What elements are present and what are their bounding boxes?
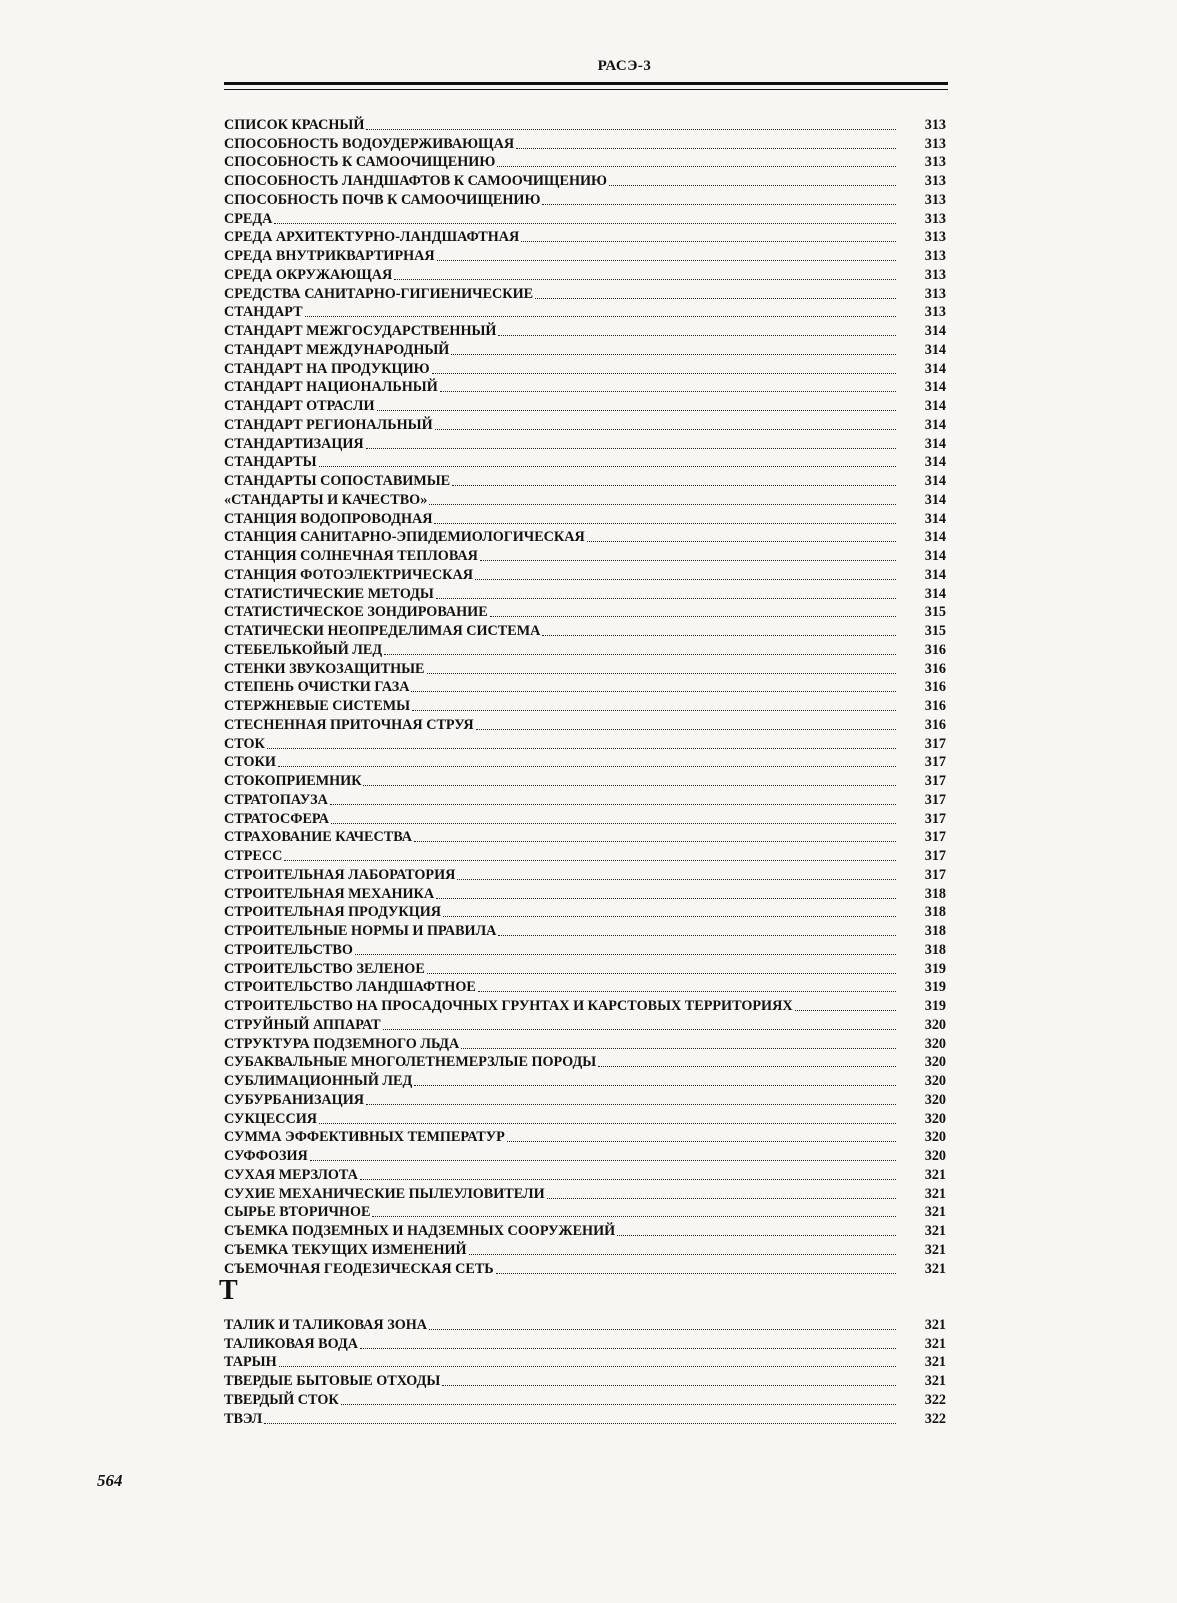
index-entry-term: СРЕДА ВНУТРИКВАРТИРНАЯ [224,248,435,264]
index-entry-page: 314 [924,473,946,489]
index-entry [224,1334,946,1353]
dot-leader [516,134,896,149]
index-entry [224,959,946,978]
index-entry [224,1090,946,1109]
index-entry-term: СТРАТОСФЕРА [224,810,330,827]
index-entry [224,734,946,753]
index-entry-page: 313 [924,248,946,264]
index-entry [224,1109,946,1128]
dot-leader [480,546,896,561]
index-entry-term: СТРАХОВАНИЕ КАЧЕСТВА [224,829,413,846]
index-entry-term: СТАНЦИЯ ВОДОПРОВОДНАЯ [224,510,433,527]
index-entry-page: 313 [924,210,946,227]
index-entry-term: СТЕСНЕННАЯ ПРИТОЧНАЯ СТРУЯ [224,716,474,733]
dot-leader [498,921,896,936]
index-entry-page: 316 [924,716,946,733]
index-entry-term: СТРОИТЕЛЬСТВО [224,941,353,958]
index-entry-term: СТЕПЕНЬ ОЧИСТКИ ГАЗА [224,679,410,696]
index-entry-page: 313 [924,304,946,321]
dot-leader [366,1090,896,1105]
index-entry-page: 314 [924,566,946,583]
index-entry-page: 313 [924,285,946,302]
index-entry-term: СТРОИТЕЛЬСТВО ЛАНДШАФТНОЕ [224,979,476,996]
dot-leader [429,490,896,505]
index-entry-term: СУБУРБАНИЗАЦИЯ [224,1091,364,1108]
index-entry-term: СУММА ЭФФЕКТИВНЫХ ТЕМПЕРАТУР [224,1129,505,1146]
index-entry-term: СТОКОПРИЕМНИК [224,773,362,789]
index-entry-term: СТАТИСТИЧЕСКИЕ МЕТОДЫ [224,585,434,602]
dot-leader [440,377,896,392]
dot-leader [411,677,896,692]
dot-leader [341,1390,896,1405]
index-entry-term: СТЕРЖНЕВЫЕ СИСТЕМЫ [224,698,411,714]
index-entry-page: 320 [924,1035,946,1052]
index-entry-page: 314 [924,435,946,452]
index-entry-page: 316 [924,679,946,696]
index-entry [224,340,946,359]
index-entry [224,490,946,509]
dot-leader [330,790,896,805]
index-entry-term: СТРОИТЕЛЬСТВО НА ПРОСАДОЧНЫХ ГРУНТАХ И КАРСТОВЫХ ТЕРРИТОРИЯХ [224,998,793,1014]
index-entry-term: СРЕДА ОКРУЖАЮЩАЯ [224,266,393,283]
dot-leader [497,152,896,167]
index-entry-page: 314 [924,548,946,564]
index-entry [224,1015,946,1034]
index-entry [224,528,946,547]
index-entry [224,865,946,884]
index-entry [224,153,946,172]
index-entry-term: СТАНДАРТ [224,304,303,321]
index-entry-page: 321 [924,1354,946,1371]
index-entry-page: 315 [924,623,946,639]
index-entry [224,453,946,472]
index-entry [224,790,946,809]
index-entry-page: 314 [924,416,946,433]
dot-leader [427,959,896,974]
page-number: 564 [97,1471,123,1490]
dot-leader [394,265,896,280]
index-entry [224,265,946,284]
index-entry [224,228,946,247]
index-entry [224,1409,946,1428]
dot-leader [331,809,896,824]
index-entry [224,753,946,772]
index-entry-term: СТАНДАРТ НАЦИОНАЛЬНЫЙ [224,379,438,396]
index-entry-page: 314 [924,379,946,396]
index-entry-term: ТАЛИК И ТАЛИКОВАЯ ЗОНА [224,1316,428,1333]
dot-leader [490,602,896,617]
index-entry-page: 317 [924,791,946,808]
index-entry-term: СПОСОБНОСТЬ ПОЧВ К САМООЧИЩЕНИЮ [224,191,541,208]
index-entry-page: 315 [924,604,946,621]
index-entry-term: ТАЛИКОВАЯ ВОДА [224,1335,358,1352]
index-entry [224,396,946,415]
index-entry-page: 321 [924,1241,946,1258]
dot-leader [475,565,896,580]
index-entry-page: 317 [924,754,946,771]
index-entry [224,359,946,378]
index-entry-term: СТАНДАРТ МЕЖГОСУДАРСТВЕННЫЙ [224,323,497,339]
index-entry-page: 317 [924,866,946,883]
index-entry-page: 321 [924,1335,946,1352]
index-entry-term: СТАНЦИЯ ФОТОЭЛЕКТРИЧЕСКАЯ [224,566,473,583]
dot-leader [372,1202,896,1217]
dot-leader [429,1315,896,1330]
dot-leader [547,1184,896,1199]
index-entry [224,696,946,715]
dot-leader [310,1146,896,1161]
index-entry [224,434,946,453]
index-entry-term: ТВЭЛ [224,1410,263,1427]
index-entry-term: ТВЕРДЫЙ СТОК [224,1391,339,1408]
index-entry-page: 320 [924,1091,946,1108]
dot-leader [436,884,896,899]
index-entry [224,378,946,397]
index-entry-term: СТАНДАРТЫ [224,454,317,471]
index-entry-page: 317 [924,810,946,827]
section-letter-heading: Т [219,1275,238,1306]
index-entry-term: СРЕДА АРХИТЕКТУРНО-ЛАНДШАФТНАЯ [224,229,520,246]
index-entry-term: СУФФОЗИЯ [224,1148,308,1164]
index-entry-page: 314 [924,529,946,546]
index-entry [224,584,946,603]
index-entry-page: 321 [924,1260,946,1277]
dot-leader [377,396,896,411]
dot-leader [432,359,896,374]
index-entry-term: СРЕДСТВА САНИТАРНО-ГИГИЕНИЧЕСКИЕ [224,285,534,302]
index-entry-page: 317 [924,773,946,789]
dot-leader [609,171,896,186]
dot-leader [363,771,896,786]
index-entry [224,903,946,922]
index-entry-page: 313 [924,229,946,246]
index-entry [224,1053,946,1072]
index-entry-page: 320 [924,1148,946,1164]
header-rule-thin [224,89,948,90]
index-entry [224,1371,946,1390]
dot-leader [278,752,896,767]
index-entry-term: СПОСОБНОСТЬ ЛАНДШАФТОВ К САМООЧИЩЕНИЮ [224,173,607,189]
index-entry [224,115,946,134]
index-entry [224,303,946,322]
index-entry [224,190,946,209]
index-entry-term: СТАНДАРТ РЕГИОНАЛЬНЫЙ [224,416,433,433]
index-entry-term: СТЕНКИ ЗВУКОЗАЩИТНЫЕ [224,660,425,677]
index-entry-term: ТАРЫН [224,1354,277,1371]
index-entry-term: СУХАЯ МЕРЗЛОТА [224,1166,358,1183]
dot-leader [427,659,896,674]
header-rule-thick [224,82,948,85]
dot-leader [442,1371,896,1386]
index-entry [224,1353,946,1372]
index-entry-page: 319 [924,979,946,996]
index-entry-page: 318 [924,941,946,958]
index-entry [224,171,946,190]
index-entry-page: 316 [924,698,946,714]
index-entry-page: 313 [924,191,946,208]
index-entry [224,1315,946,1334]
dot-leader [412,696,896,711]
index-entry [224,509,946,528]
index-entry [224,546,946,565]
index-list-t [224,1315,946,1428]
index-entry-term: СТРОИТЕЛЬСТВО ЗЕЛЕНОЕ [224,960,425,977]
index-list-main [224,115,946,1278]
index-entry-term: СТАНДАРТИЗАЦИЯ [224,435,364,452]
index-entry [224,321,946,340]
index-entry-term: СЪЕМКА ПОДЗЕМНЫХ И НАДЗЕМНЫХ СООРУЖЕНИЙ [224,1223,616,1239]
index-entry [224,884,946,903]
index-entry [224,621,946,640]
dot-leader [355,940,896,955]
index-entry-page: 321 [924,1316,946,1333]
index-entry [224,603,946,622]
index-entry-page: 314 [924,323,946,339]
index-entry [224,828,946,847]
index-entry-page: 317 [924,829,946,846]
index-entry-page: 321 [924,1204,946,1221]
index-entry-page: 314 [924,585,946,602]
dot-leader [437,246,896,261]
index-entry-term: СТРОИТЕЛЬНАЯ ЛАБОРАТОРИЯ [224,866,456,883]
index-entry-page: 319 [924,960,946,977]
running-header-title: РАСЭ-3 [597,58,652,74]
index-entry [224,284,946,303]
dot-leader [795,996,896,1011]
index-entry-term: «СТАНДАРТЫ И КАЧЕСТВО» [224,491,428,508]
index-entry-term: СТАНДАРТЫ СОПОСТАВИМЫЕ [224,473,451,489]
index-entry-term: СЪЕМОЧНАЯ ГЕОДЕЗИЧЕСКАЯ СЕТЬ [224,1260,494,1277]
dot-leader [469,1240,896,1255]
index-entry-term: ТВЕРДЫЕ БЫТОВЫЕ ОТХОДЫ [224,1373,441,1389]
dot-leader [305,302,896,317]
index-entry [224,659,946,678]
index-entry [224,1221,946,1240]
index-entry-page: 314 [924,491,946,508]
dot-leader [360,1334,896,1349]
index-entry-page: 318 [924,904,946,921]
dot-leader [319,452,896,467]
index-entry-page: 317 [924,848,946,864]
dot-leader [267,734,896,749]
index-entry-term: СТАТИЧЕСКИ НЕОПРЕДЕЛИМАЯ СИСТЕМА [224,623,541,639]
index-entry [224,678,946,697]
index-entry-term: СЫРЬЕ ВТОРИЧНОЕ [224,1204,371,1221]
dot-leader [457,865,896,880]
index-entry-page: 321 [924,1166,946,1183]
index-entry [224,996,946,1015]
index-entry-term: СУБАКВАЛЬНЫЕ МНОГОЛЕТНЕМЕРЗЛЫЕ ПОРОДЫ [224,1054,597,1071]
index-entry-term: СУБЛИМАЦИОННЫЙ ЛЕД [224,1073,413,1089]
index-entry [224,471,946,490]
index-entry-page: 320 [924,1073,946,1089]
dot-leader [366,434,896,449]
index-entry [224,1146,946,1165]
index-entry-term: СПОСОБНОСТЬ К САМООЧИЩЕНИЮ [224,154,496,171]
index-entry [224,246,946,265]
index-entry-page: 313 [924,135,946,152]
index-entry-term: СТРУЙНЫЙ АППАРАТ [224,1016,381,1033]
dot-leader [478,977,896,992]
dot-leader [366,115,896,130]
index-entry [224,1034,946,1053]
index-entry [224,134,946,153]
index-entry-term: СТРОИТЕЛЬНАЯ ПРОДУКЦИЯ [224,904,442,921]
index-entry-term: СРЕДА [224,210,273,227]
index-entry [224,846,946,865]
index-entry [224,771,946,790]
index-entry-term: СТАНЦИЯ САНИТАРНО-ЭПИДЕМИОЛОГИЧЕСКАЯ [224,529,585,546]
dot-leader [507,1127,896,1142]
dot-leader [435,415,896,430]
dot-leader [274,209,896,224]
index-entry-page: 320 [924,1110,946,1127]
index-entry-page: 313 [924,266,946,283]
index-entry [224,1240,946,1259]
index-entry-page: 316 [924,641,946,658]
index-entry [224,921,946,940]
index-entry-term: СТРАТОПАУЗА [224,791,328,808]
index-entry-page: 318 [924,923,946,939]
dot-leader [542,621,896,636]
dot-leader [264,1409,896,1424]
index-entry-page: 317 [924,735,946,752]
index-entry-page: 319 [924,998,946,1014]
index-entry-page: 321 [924,1223,946,1239]
dot-leader [414,1071,896,1086]
index-entry-page: 321 [924,1185,946,1202]
index-entry-term: СЪЕМКА ТЕКУЩИХ ИЗМЕНЕНИЙ [224,1241,467,1258]
dot-leader [496,1259,896,1274]
index-entry [224,1390,946,1409]
index-entry-page: 314 [924,454,946,471]
dot-leader [587,527,896,542]
index-entry [224,715,946,734]
index-entry-page: 320 [924,1129,946,1146]
dot-leader [535,284,896,299]
index-entry [224,978,946,997]
index-entry [224,1071,946,1090]
index-entry-term: СТАНДАРТ НА ПРОДУКЦИЮ [224,360,430,377]
index-entry [224,565,946,584]
index-entry-term: СТАНДАРТ МЕЖДУНАРОДНЫЙ [224,341,450,358]
index-entry-term: СТАНЦИЯ СОЛНЕЧНАЯ ТЕПЛОВАЯ [224,548,478,564]
index-entry-term: СУКЦЕССИЯ [224,1110,318,1127]
index-entry-page: 314 [924,398,946,414]
dot-leader [414,827,896,842]
dot-leader [436,584,896,599]
index-entry [224,640,946,659]
index-entry-term: СТРУКТУРА ПОДЗЕМНОГО ЛЬДА [224,1035,460,1052]
index-entry [224,1128,946,1147]
index-entry [224,940,946,959]
dot-leader [542,190,896,205]
index-entry [224,1165,946,1184]
index-entry [224,209,946,228]
dot-leader [452,471,896,486]
index-entry [224,1184,946,1203]
index-entry [224,1203,946,1222]
dot-leader [443,902,896,917]
index-entry-page: 320 [924,1054,946,1071]
dot-leader [360,1165,896,1180]
index-entry-term: СТАТИСТИЧЕСКОЕ ЗОНДИРОВАНИЕ [224,604,488,621]
dot-leader [598,1052,896,1067]
index-entry-page: 313 [924,116,946,133]
index-entry-term: СТРОИТЕЛЬНЫЕ НОРМЫ И ПРАВИЛА [224,923,497,939]
index-entry-page: 313 [924,154,946,171]
index-entry [224,1259,946,1278]
index-entry-page: 313 [924,173,946,189]
index-entry-page: 320 [924,1016,946,1033]
index-entry-term: СТРЕСС [224,848,283,864]
dot-leader [521,227,896,242]
index-entry-page: 314 [924,510,946,527]
index-entry-page: 322 [924,1391,946,1408]
index-entry-page: 316 [924,660,946,677]
index-entry-term: СТОКИ [224,754,276,771]
index-entry-page: 314 [924,360,946,377]
dot-leader [434,509,896,524]
index-entry-term: СТОК [224,735,265,752]
index-entry-term: СТРОИТЕЛЬНАЯ МЕХАНИКА [224,885,435,902]
dot-leader [319,1109,896,1124]
index-entry-page: 318 [924,885,946,902]
dot-leader [451,340,896,355]
index-entry-term: СПОСОБНОСТЬ ВОДОУДЕРЖИВАЮЩАЯ [224,135,515,152]
index-entry-term: СПИСОК КРАСНЫЙ [224,116,365,133]
index-entry-term: СТЕБЕЛЬКОЙЫЙ ЛЕД [224,641,383,658]
dot-leader [461,1034,896,1049]
dot-leader [383,1015,896,1030]
dot-leader [279,1352,896,1367]
index-entry-page: 322 [924,1410,946,1427]
dot-leader [476,715,896,730]
index-entry-page: 321 [924,1373,946,1389]
dot-leader [384,640,896,655]
dot-leader [284,846,896,861]
index-entry [224,809,946,828]
index-entry-term: СТАНДАРТ ОТРАСЛИ [224,398,375,414]
index-entry [224,415,946,434]
index-entry-page: 314 [924,341,946,358]
index-entry-term: СУХИЕ МЕХАНИЧЕСКИЕ ПЫЛЕУЛОВИТЕЛИ [224,1185,545,1202]
dot-leader [498,321,896,336]
dot-leader [617,1221,896,1236]
